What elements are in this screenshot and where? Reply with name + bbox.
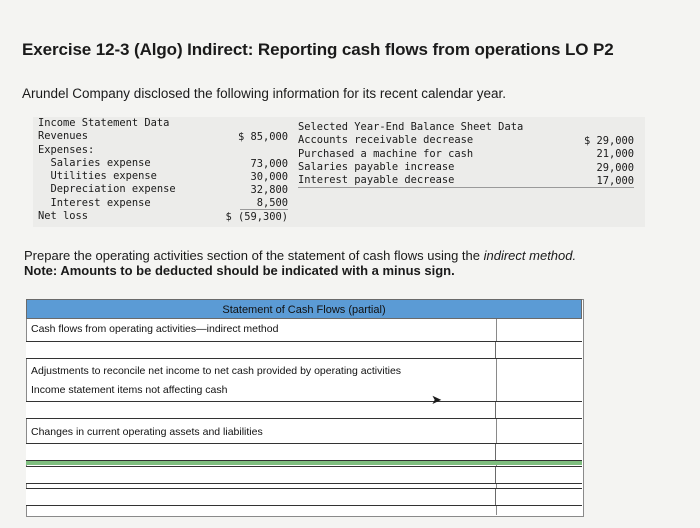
row-separator xyxy=(26,461,582,465)
adjustments-label: Adjustments to reconcile net income to net cash provided by operating activities xyxy=(31,365,402,377)
utilities-expense-value: 30,000 xyxy=(250,170,288,183)
ar-decrease-value: $ 29,000 xyxy=(583,135,634,147)
input-row-noncash xyxy=(26,401,582,419)
utilities-expense-label: Utilities expense xyxy=(50,170,157,183)
input-amount-2[interactable] xyxy=(496,402,582,418)
input-row-change-1 xyxy=(26,443,582,461)
net-loss-value: $ (59,300) xyxy=(225,210,288,223)
input-description-3[interactable] xyxy=(26,444,496,460)
operating-activities-label: Cash flows from operating activities—indirect method xyxy=(31,323,279,335)
intro-text: Arundel Company disclosed the following information for its recent calendar year. xyxy=(22,86,507,101)
balance-sheet-rule xyxy=(298,187,634,188)
exercise-title: Exercise 12-3 (Algo) Indirect: Reporting cash flows from operations LO P2 xyxy=(22,40,614,59)
input-amount-4[interactable] xyxy=(496,467,582,483)
subtotal-rule xyxy=(240,209,288,210)
machine-purchase-label: Purchased a machine for cash xyxy=(298,147,474,160)
balance-sheet-header: Selected Year-End Balance Sheet Data xyxy=(298,121,524,133)
income-statement-header: Income Statement Data xyxy=(38,117,170,129)
depreciation-expense-label: Depreciation expense xyxy=(50,183,176,196)
input-amount-5[interactable] xyxy=(496,489,582,505)
worksheet-header: Statement of Cash Flows (partial) xyxy=(26,299,582,319)
instructions-method: indirect method. xyxy=(483,248,577,263)
salaries-expense-value: 73,000 xyxy=(250,157,288,170)
income-statement-amounts xyxy=(200,131,288,224)
interest-expense-value: 8,500 xyxy=(256,197,288,210)
input-description-2[interactable] xyxy=(26,402,496,418)
input-row-change-2 xyxy=(26,466,582,484)
input-row-change-3 xyxy=(26,488,582,506)
salaries-payable-label: Salaries payable increase xyxy=(298,160,455,173)
salaries-expense-label: Salaries expense xyxy=(50,156,151,169)
instructions xyxy=(24,248,576,278)
input-description-5[interactable] xyxy=(26,489,496,505)
revenues-label: Revenues xyxy=(38,130,89,143)
input-amount-3[interactable] xyxy=(496,444,582,460)
instructions-text: Prepare the operating activities section of the statement of cash flows using the xyxy=(24,248,480,263)
income-statement-labels xyxy=(38,117,176,223)
expenses-label: Expenses: xyxy=(38,143,95,156)
machine-purchase-value: 21,000 xyxy=(596,148,634,161)
interest-payable-value: 17,000 xyxy=(596,174,634,187)
salaries-payable-value: 29,000 xyxy=(596,161,634,174)
changes-label: Changes in current operating assets and liabilities xyxy=(31,426,263,438)
balance-sheet-amounts xyxy=(560,135,634,188)
depreciation-expense-value: 32,800 xyxy=(250,184,288,197)
input-description-1[interactable] xyxy=(26,342,496,358)
instructions-note: Note: Amounts to be deducted should be indicated with a minus sign. xyxy=(24,263,455,278)
net-loss-label: Net loss xyxy=(38,210,89,223)
interest-payable-label: Interest payable decrease xyxy=(298,174,455,187)
balance-sheet-labels xyxy=(298,121,523,187)
mouse-cursor-icon: ➤ xyxy=(431,392,442,407)
input-row-net-loss xyxy=(26,341,582,359)
interest-expense-label: Interest expense xyxy=(50,196,151,209)
input-amount-1[interactable] xyxy=(496,342,582,358)
noncash-items-label: Income statement items not affecting cash xyxy=(31,384,228,396)
input-description-4[interactable] xyxy=(26,467,496,483)
revenues-value: $ 85,000 xyxy=(237,131,288,143)
ar-decrease-label: Accounts receivable decrease xyxy=(298,134,474,147)
